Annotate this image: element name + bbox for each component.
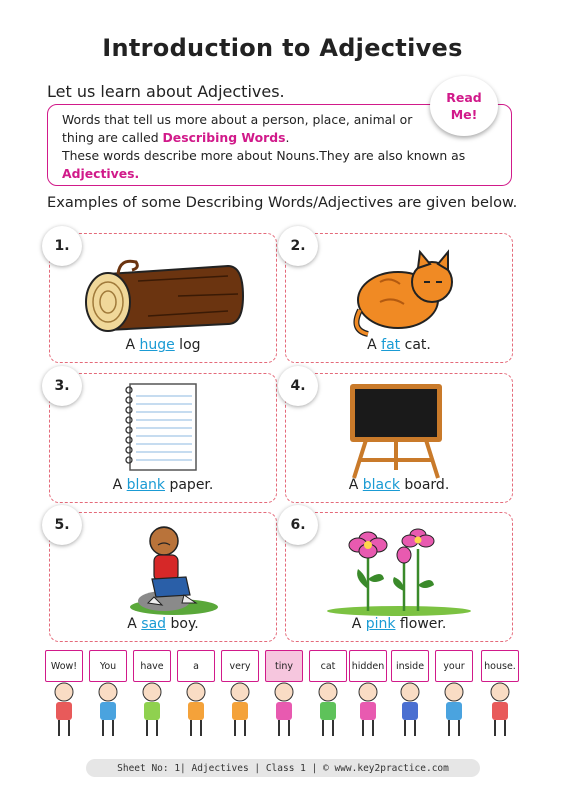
- kid-with-sign: [481, 650, 519, 740]
- word-sign: cat: [309, 650, 347, 682]
- adjective-word: blank: [126, 477, 166, 493]
- card-number: 6.: [278, 505, 318, 545]
- definition-line-4: [62, 165, 497, 183]
- blackboard-icon: [346, 380, 446, 480]
- example-card-1: [49, 233, 277, 363]
- kid-with-sign: [45, 650, 83, 740]
- definition-line-2: [62, 129, 497, 147]
- card-caption: [50, 477, 276, 493]
- log-icon: [78, 256, 248, 336]
- kid-with-sign: [309, 650, 347, 740]
- subheading: Let us learn about Adjectives.: [47, 82, 285, 101]
- card-caption: [286, 616, 512, 632]
- kid-with-sign: [265, 650, 303, 740]
- cat-icon: [350, 242, 460, 338]
- word-sign: You: [89, 650, 127, 682]
- card-number: 5.: [42, 505, 82, 545]
- adjective-word: huge: [139, 337, 175, 353]
- definition-line-3: These words describe more about Nouns.They are also known as: [62, 148, 466, 163]
- caption-text: A: [127, 616, 142, 632]
- card-caption: [50, 337, 276, 353]
- child-icon: [135, 680, 169, 738]
- card-number: 4.: [278, 366, 318, 406]
- notepad-icon: [122, 380, 202, 474]
- page-title: Introduction to Adjectives: [102, 34, 463, 62]
- card-caption: [286, 477, 512, 493]
- read-me-text: Read: [446, 90, 482, 105]
- describing-words-highlight: Describing Words: [162, 130, 286, 145]
- adjective-word: black: [362, 477, 400, 493]
- read-me-text: Me!: [450, 107, 478, 122]
- child-icon: [483, 680, 517, 738]
- kid-with-sign: [391, 650, 429, 740]
- card-caption: [50, 616, 276, 632]
- caption-text: A: [367, 337, 382, 353]
- example-card-4: [285, 373, 513, 503]
- kid-with-sign: [349, 650, 387, 740]
- adjectives-highlight: Adjectives: [62, 166, 135, 181]
- example-card-5: [49, 512, 277, 642]
- child-icon: [223, 680, 257, 738]
- child-icon: [267, 680, 301, 738]
- caption-text: A: [348, 477, 363, 493]
- read-me-badge: [430, 76, 498, 136]
- word-sign: Wow!: [45, 650, 83, 682]
- flower-icon: [324, 519, 474, 617]
- kid-with-sign: [177, 650, 215, 740]
- card-number: 1.: [42, 226, 82, 266]
- caption-text: A: [112, 477, 127, 493]
- caption-text: boy.: [166, 616, 199, 632]
- example-card-2: [285, 233, 513, 363]
- word-sign: hidden: [349, 650, 387, 682]
- adjective-word: fat: [381, 337, 401, 353]
- example-card-6: [285, 512, 513, 642]
- card-number: 3.: [42, 366, 82, 406]
- caption-text: paper.: [165, 477, 214, 493]
- definition-text: .: [285, 130, 290, 145]
- child-icon: [351, 680, 385, 738]
- sad-boy-icon: [124, 517, 220, 617]
- word-sign: have: [133, 650, 171, 682]
- caption-text: board.: [399, 477, 450, 493]
- definition-line-1: Words that tell us more about a person, place, animal or: [62, 112, 413, 127]
- definition-text: .: [134, 166, 140, 181]
- word-sign: very: [221, 650, 259, 682]
- child-icon: [179, 680, 213, 738]
- caption-text: log: [174, 337, 201, 353]
- child-icon: [47, 680, 81, 738]
- kid-with-sign: [221, 650, 259, 740]
- word-sign: a: [177, 650, 215, 682]
- word-sign-highlighted: tiny: [265, 650, 303, 682]
- child-icon: [393, 680, 427, 738]
- example-card-3: [49, 373, 277, 503]
- adjective-word: sad: [141, 616, 167, 632]
- caption-text: A: [125, 337, 140, 353]
- adjective-word: pink: [365, 616, 396, 632]
- child-icon: [437, 680, 471, 738]
- examples-heading: Examples of some Describing Words/Adjectives are given below.: [47, 194, 518, 211]
- child-icon: [91, 680, 125, 738]
- word-sign: your: [435, 650, 473, 682]
- card-caption: [286, 337, 512, 353]
- footer-bar: Sheet No: 1| Adjectives | Class 1 | © www.key2practice.com: [86, 759, 480, 777]
- caption-text: cat.: [400, 337, 431, 353]
- definition-text: thing are called: [62, 130, 163, 145]
- word-sign: inside: [391, 650, 429, 682]
- kids-sentence-row: [45, 650, 525, 740]
- card-number: 2.: [278, 226, 318, 266]
- kid-with-sign: [435, 650, 473, 740]
- caption-text: flower.: [395, 616, 447, 632]
- kid-with-sign: [133, 650, 171, 740]
- word-sign: house.: [481, 650, 519, 682]
- caption-text: A: [351, 616, 366, 632]
- kid-with-sign: [89, 650, 127, 740]
- child-icon: [311, 680, 345, 738]
